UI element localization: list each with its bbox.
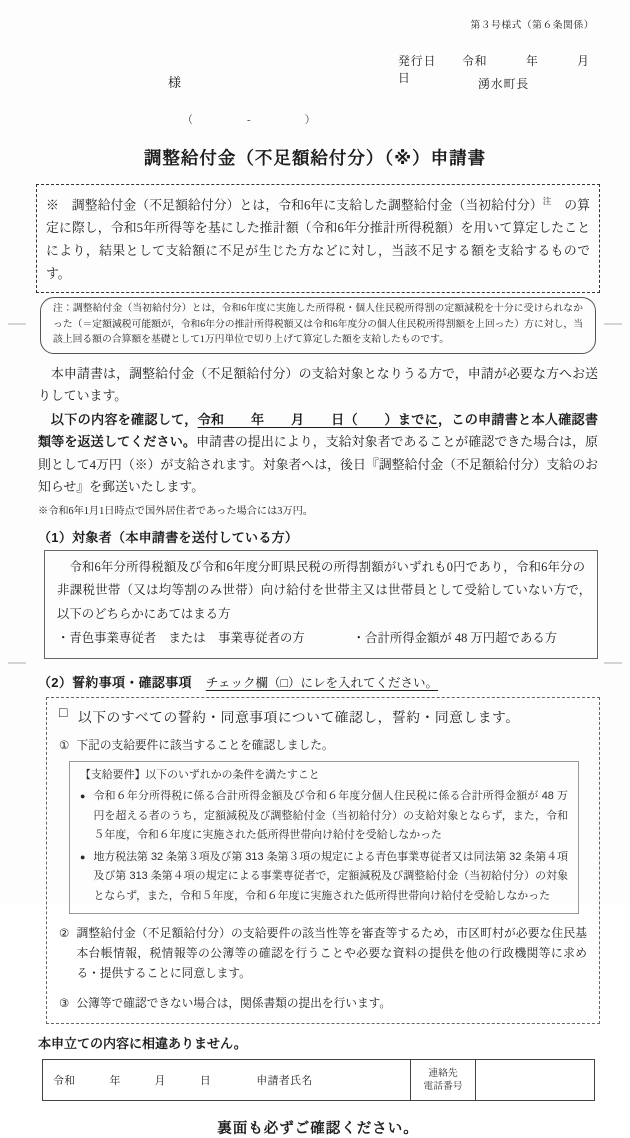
about-lead: ※ 調整給付金（不足額給付分）とは，令和6年に支給した調整給付金（当初給付分） [46,198,543,213]
requirement-2-text: 地方税法第 32 条第３項及び第 313 条第３項の規定による青色事業専従者又は同法第 32 条第４項及び第 313 条第４項の規定による事業専従者で，定額減税及び調整給付金（当初給付分）の対象とならず，また，令和５年度，令和６年度に実施された低所得世帯向け給付を受給しなかった [93,850,568,902]
pledge-item-2-text: 調整給付金（不足額給付分）の支給要件の該当性等を審査等するため，市区町村が必要な住民基本台帳情報，税情報等の公簿等の確認を行うことや必要な資料の提供を他の行政機関等に求める・提供することに同意します。 [76,927,587,981]
about-benefit-box [36,184,600,293]
section2-heading-row [38,672,600,692]
requirement-bullet-2 [80,848,568,907]
reverse-side-notice: 裏面も必ずご確認ください。 [217,1121,419,1138]
section2-heading: （2）誓約事項・確認事項 [38,674,192,690]
requirements-title: 【支給要件】以下のいずれかの条件を満たすこと [80,768,320,781]
postal-code-blank[interactable]: （ - ） [182,114,318,126]
deadline-date-blank[interactable]: 令和 年 月 日（ ）までに [197,411,438,427]
requirement-bullet-1 [80,787,568,846]
issue-date-row: 発行日 令和 年 月 日 [398,54,629,85]
deadline-bold-lead: 以下の内容を確認して， [50,411,198,427]
requirement-1-text: 令和６年分所得税に係る合計所得金額及び令和６年度分個人住民税に係る合計所得金額が 48 万円を超える者のうち，定額減税及び調整給付金（当初給付分）の支給対象とならず，また，令和５年度，令和６年度に実施された低所得世帯向け給付を受給しなかった [93,790,568,842]
deadline-normal-text: 申請書の提出により，支給対象者であることが確認できた場合は，原則として4万円（※）が支給されます。対象者へは，後日『調整給付金（不足額給付分）支給のお知らせ』を郵送いたします。 [38,435,599,495]
pledge-box [46,697,600,1025]
section1-options [57,627,585,651]
pledge-checkbox-label: 以下のすべての誓約・同意事項について確認し，誓約・同意します。 [77,709,520,725]
fold-mark-right-bottom [604,662,622,664]
signature-table [42,1059,595,1101]
pledge-item-3-text: 公簿等で確認できない場合は，関係書類の提出を行います。 [76,997,392,1011]
fold-mark-left-top [8,323,26,325]
date-and-applicant-name-cell[interactable]: 令和 年 月 日 申請者氏名 [43,1060,411,1101]
circled-2-icon: ② [59,927,70,941]
form-number: 第３号様式（第６条関係） [470,20,594,31]
amount-footnote: ※令和6年1月1日時点で国外居住者であった場合には3万円。 [38,505,313,517]
pledge-item-3 [59,994,587,1014]
mayor-name: 湧水町長 [478,77,530,91]
addressee-suffix: 様 [168,75,182,90]
section1-body: 令和6年分所得税額及び令和6年度分町県民税の所得割額がいずれも0円であり，令和6年分の非課税世帯（又は均等割のみ世帯）向け給付を世帯主又は世帯員として受給していない方で， 以下のどちらかにあてはまる方 [57,559,598,621]
pledge-item-2 [59,924,587,984]
pledge-item-1 [59,736,587,756]
deadline-bold-tail: ，この申請書と本人確認書類等を返送してください。 [38,411,599,450]
bullet-icon: ● [80,851,86,862]
form-body [36,184,600,1138]
deadline-paragraph [38,409,598,499]
section2-check-instruction: チェック欄（□）にレを入れてください。 [205,675,439,690]
checkbox-icon[interactable]: □ [59,705,68,721]
circled-3-icon: ③ [59,997,70,1011]
fold-mark-right-top [604,323,622,325]
footnote-box: 注：調整給付金（当初給付分）とは，令和6年度に実施した所得税・個人住民税所得割の定額減税を十分に受けられなかった（＝定額減税可能額が，令和6年分の推計所得税額又は令和6年度分の個人住民税所得割額を上回った）方に対し，当該上回る額の合算額を基礎として1万円単位で切り上げて算定した額を支給したものです。 [40,297,596,354]
table-row [43,1060,595,1101]
phone-number-input-cell[interactable] [476,1060,595,1101]
fold-mark-left-bottom [8,662,26,664]
option-income: ・合計所得金額が 48 万円超である方 [352,631,558,646]
contact-label-line1: 連絡先 [428,1068,458,1080]
section1-box [44,550,598,659]
section1-heading: （1）対象者（本申請書を送付している方） [38,529,299,545]
circled-1-icon: ① [59,738,70,752]
declaration-statement: 本申立ての内容に相違ありません。 [38,1036,247,1052]
contact-label-line2: 電話番号 [423,1081,463,1093]
contact-phone-label-cell [411,1060,476,1101]
about-note-ref: 注 [542,196,552,206]
bullet-icon: ● [80,791,86,802]
pledge-checkbox-row [59,706,587,726]
requirements-box [69,761,579,915]
intro-paragraph: 本申請書は，調整給付金（不足額給付分）の支給対象となりうる方で，申請が必要な方へお送りしています。 [38,366,598,403]
page-title: 調整給付金（不足額給付分）（※）申請書 [143,148,487,168]
pledge-item-1-text: 下記の支給要件に該当することを確認しました。 [76,738,334,752]
about-rest: の算定に際し，令和5年所得等を基にした推計額（令和6年分推計所得税額）を用いて算定したことにより，結果として支給額に不足が生じた方などに対し，当該不足する額を支給するものです。 [46,198,590,282]
option-proprietor: ・青色事業専従者 または 事業専従者の方 [57,631,305,646]
